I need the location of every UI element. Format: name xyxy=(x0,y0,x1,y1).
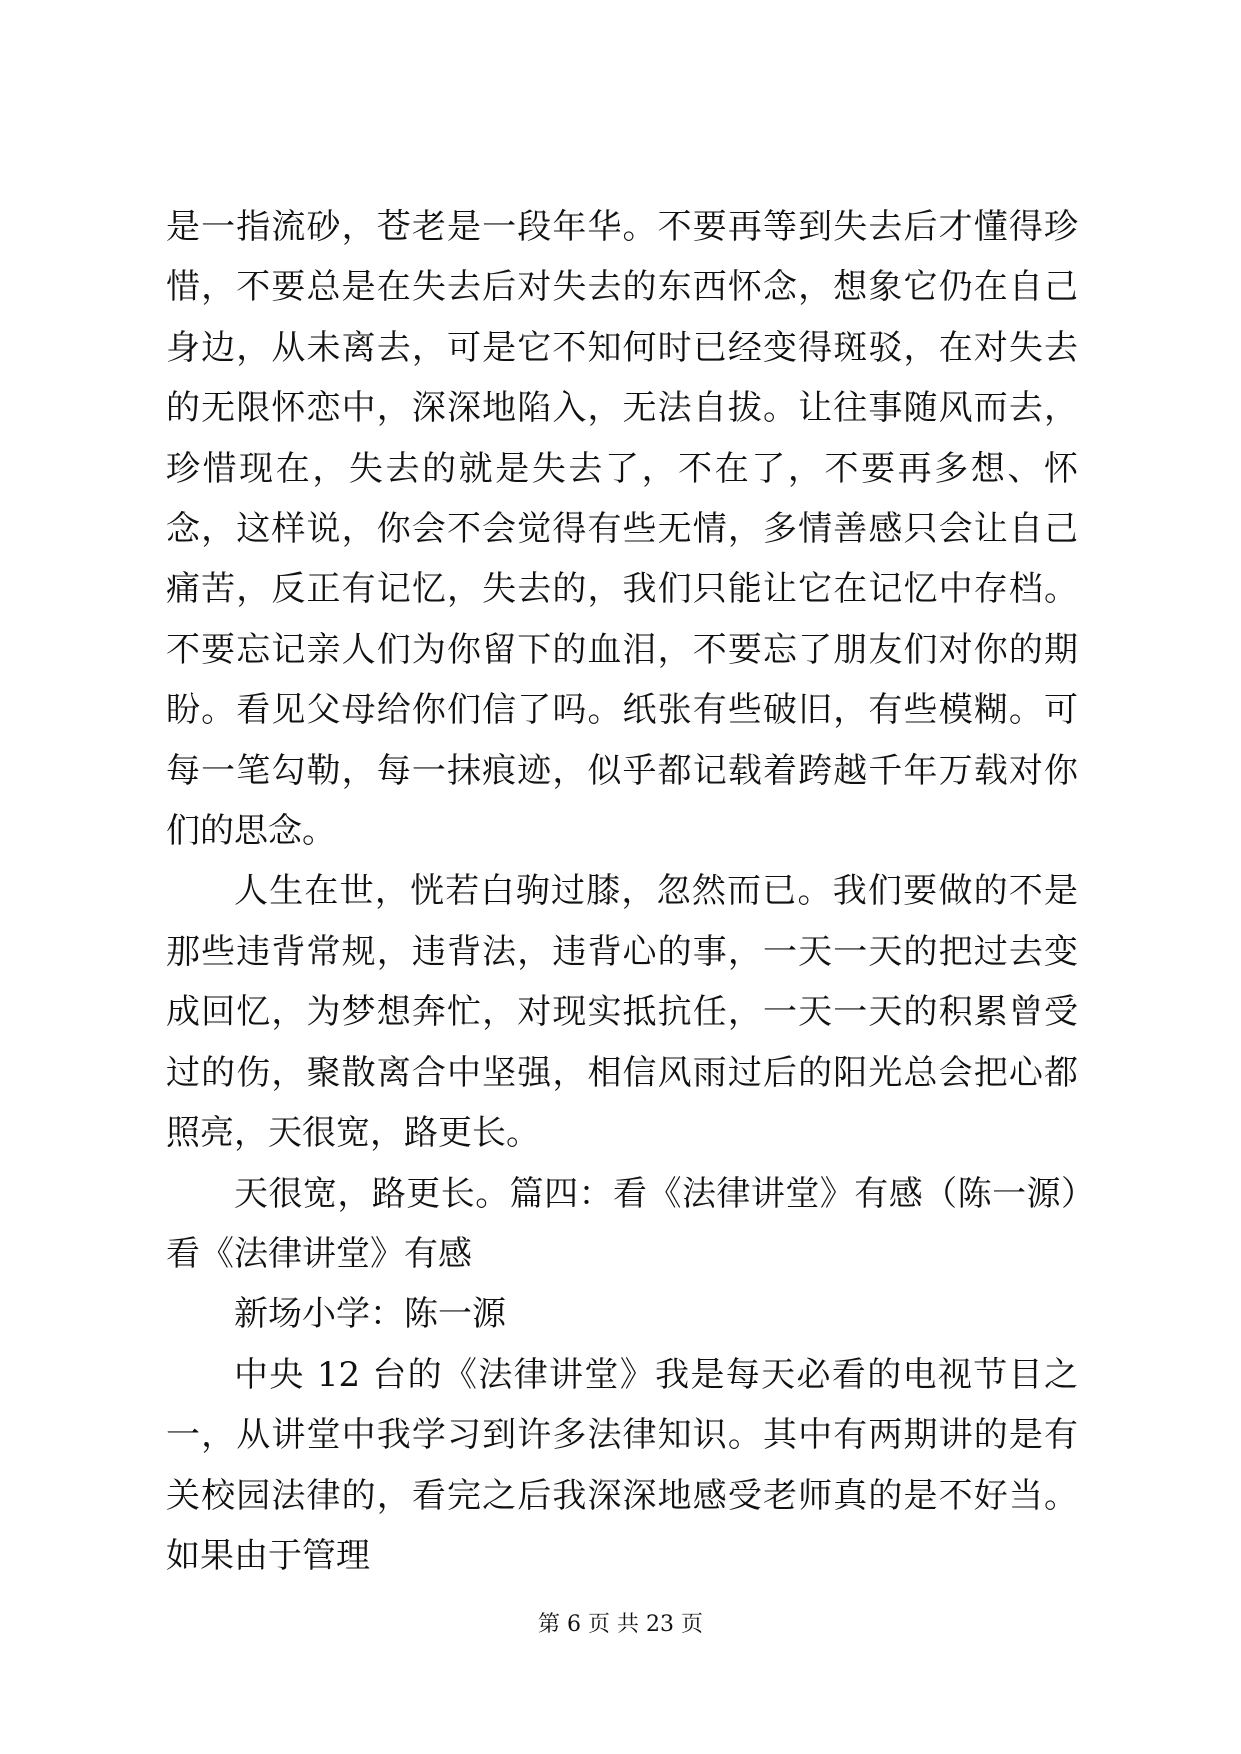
paragraph-author: 新场小学：陈一源 xyxy=(234,1294,506,1335)
page-number-footer: 第 6 页 共 23 页 xyxy=(538,1612,703,1637)
paragraph-cctv: 中央 12 台的《法律讲堂》我是每天必看的电视节目之一，从讲堂中我学习到许多法律知识。其中有两期讲的是有关校园法律的，看完之后我深深地感受老师真的是不好当。如果由于管理 xyxy=(166,1354,1078,1576)
paragraph-heading-line: 天很宽，路更长。篇四：看《法律讲堂》有感（陈一源）看《法律讲堂》有感 xyxy=(166,1173,1078,1274)
paragraph-life: 人生在世，恍若白驹过膝，忽然而已。我们要做的不是那些违背常规，违背法，违背心的事，一天一天的把过去变成回忆，为梦想奔忙，对现实抵抗任，一天一天的积累曾受过的伤，聚散离合中坚强，相信风雨过后的阳光总会把心都照亮，天很宽，路更长。 xyxy=(166,871,1078,1154)
document-body xyxy=(166,197,1078,1586)
paragraph-continuation: 是一指流砂，苍老是一段年华。不要再等到失去后才懂得珍惜，不要总是在失去后对失去的东西怀念，想象它仍在自己身边，从未离去，可是它不知何时已经变得斑驳，在对失去的无限怀恋中，深深地陷入，无法自拔。让往事随风而去，珍惜现在，失去的就是失去了，不在了，不要再多想、怀念，这样说，你会不会觉得有些无情，多情善感只会让自己痛苦，反正有记忆，失去的，我们只能让它在记忆中存档。不要忘记亲人们为你留下的血泪，不要忘了朋友们对你的期盼。看见父母给你们信了吗。纸张有些破旧，有些模糊。可每一笔勾勒，每一抹痕迹，似乎都记载着跨越千年万载对你们的思念。 xyxy=(166,207,1078,852)
